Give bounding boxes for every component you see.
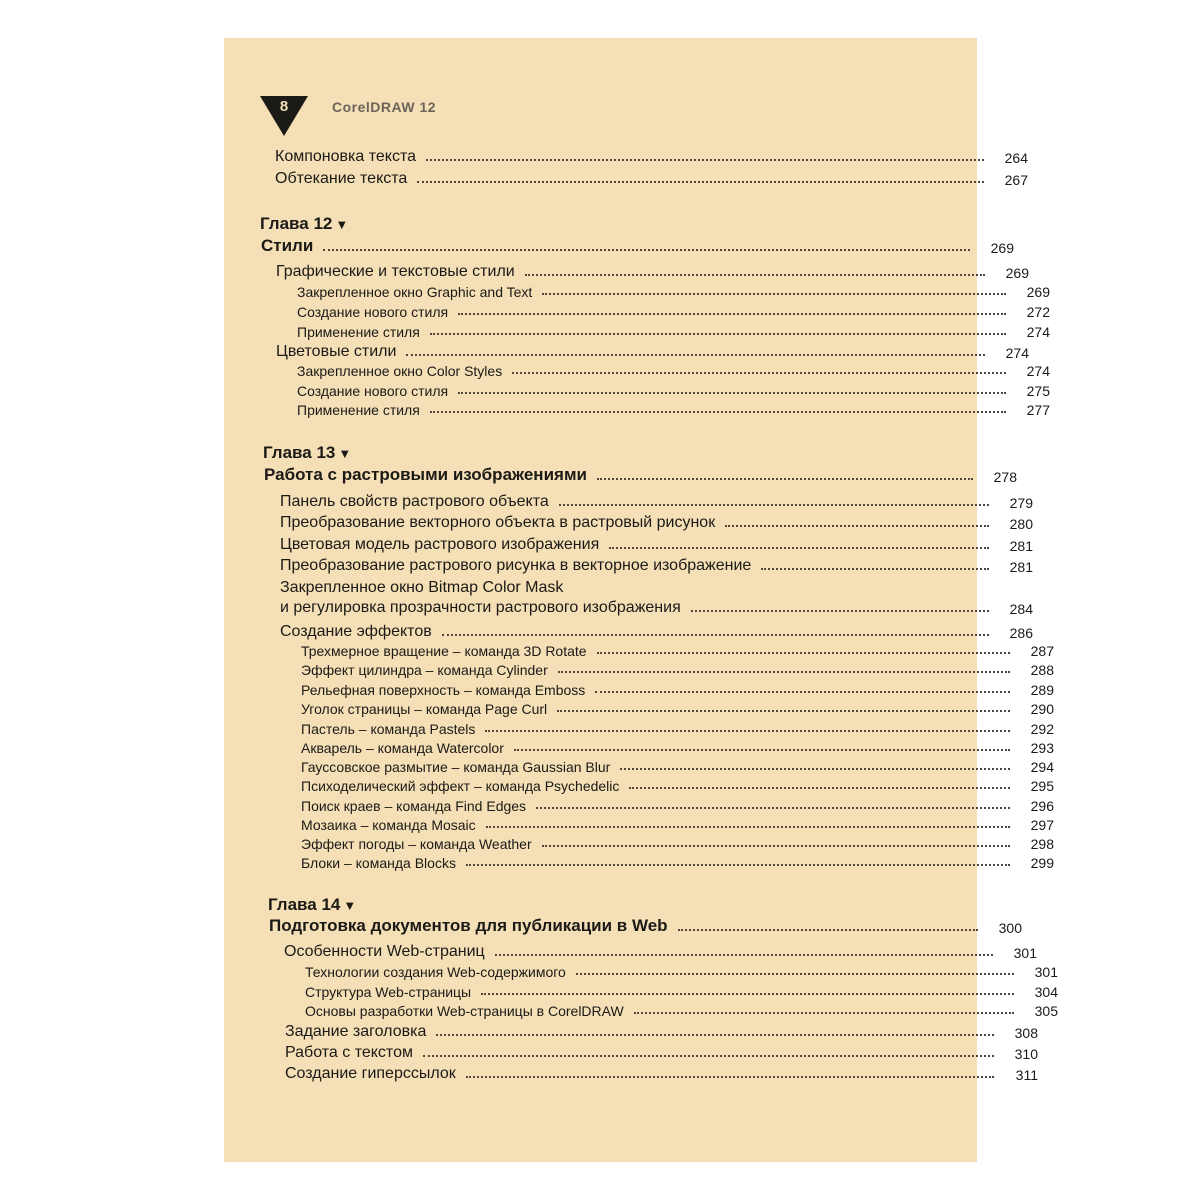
toc-entry[interactable]: Работа с текстом 310 <box>285 1044 1038 1062</box>
toc-chapter-title[interactable]: Стили 269 <box>261 236 1014 256</box>
chapter-arrow-icon: ▼ <box>335 217 349 232</box>
toc-subentry[interactable]: Акварель – команда Watercolor 293 <box>301 740 1054 756</box>
page-number: 8 <box>279 98 289 115</box>
toc-subentry[interactable]: Применение стиля 277 <box>297 402 1050 418</box>
toc-entry[interactable]: Особенности Web-страниц 301 <box>284 943 1037 961</box>
book-page <box>224 38 1058 1162</box>
toc-entry[interactable]: Закрепленное окно Bitmap Color Mask <box>280 579 564 596</box>
chapter-heading: Глава 12 ▼ <box>260 214 349 233</box>
toc-subentry[interactable]: Поиск краев – команда Find Edges 296 <box>301 798 1054 814</box>
toc-subentry[interactable]: Структура Web-страницы 304 <box>305 984 1058 1000</box>
toc-subentry[interactable]: Психоделический эффект – команда Psychedelic 295 <box>301 778 1054 794</box>
toc-subentry[interactable]: Рельефная поверхность – команда Emboss 289 <box>301 682 1054 698</box>
toc-subentry[interactable]: Уголок страницы – команда Page Curl 290 <box>301 701 1054 717</box>
toc-chapter-title[interactable]: Подготовка документов для публикации в Web 300 <box>269 916 1022 936</box>
toc-subentry[interactable]: Мозаика – команда Mosaic 297 <box>301 817 1054 833</box>
toc-entry[interactable]: Панель свойств растрового объекта 279 <box>280 493 1033 511</box>
toc-entry[interactable]: Преобразование растрового рисунка в векторное изображение 281 <box>280 557 1033 575</box>
toc-entry[interactable]: Цветовые стили 274 <box>276 343 1029 361</box>
toc-entry[interactable]: Создание эффектов 286 <box>280 623 1033 641</box>
toc-chapter-title[interactable]: Работа с растровыми изображениями 278 <box>264 465 1017 485</box>
toc-subentry[interactable]: Технологии создания Web-содержимого 301 <box>305 964 1058 980</box>
toc-entry[interactable]: Преобразование векторного объекта в растровый рисунок 280 <box>280 514 1033 532</box>
table-of-contents <box>224 38 1058 1162</box>
toc-entry[interactable]: Создание гиперссылок 311 <box>285 1065 1038 1083</box>
toc-entry[interactable]: Компоновка текста 264 <box>275 148 1028 166</box>
toc-entry[interactable]: и регулировка прозрачности растрового изображения 284 <box>280 599 1033 617</box>
toc-subentry[interactable]: Эффект цилиндра – команда Cylinder 288 <box>301 662 1054 678</box>
chapter-heading: Глава 13 ▼ <box>263 443 352 462</box>
toc-entry[interactable]: Обтекание текста 267 <box>275 170 1028 188</box>
toc-subentry[interactable]: Трехмерное вращение – команда 3D Rotate 287 <box>301 643 1054 659</box>
toc-subentry[interactable]: Применение стиля 274 <box>297 324 1050 340</box>
toc-subentry[interactable]: Эффект погоды – команда Weather 298 <box>301 836 1054 852</box>
toc-subentry[interactable]: Закрепленное окно Graphic and Text 269 <box>297 284 1050 300</box>
toc-entry[interactable]: Цветовая модель растрового изображения 281 <box>280 536 1033 554</box>
toc-subentry[interactable]: Пастель – команда Pastels 292 <box>301 721 1054 737</box>
toc-subentry[interactable]: Гауссовское размытие – команда Gaussian Blur 294 <box>301 759 1054 775</box>
toc-subentry[interactable]: Создание нового стиля 275 <box>297 383 1050 399</box>
toc-subentry[interactable]: Закрепленное окно Color Styles 274 <box>297 363 1050 379</box>
chapter-arrow-icon: ▼ <box>338 446 352 461</box>
toc-entry[interactable]: Задание заголовка 308 <box>285 1023 1038 1041</box>
toc-subentry[interactable]: Основы разработки Web-страницы в CorelDRAW 305 <box>305 1003 1058 1019</box>
chapter-arrow-icon: ▼ <box>343 898 357 913</box>
toc-entry[interactable]: Графические и текстовые стили 269 <box>276 263 1029 281</box>
toc-subentry[interactable]: Создание нового стиля 272 <box>297 304 1050 320</box>
toc-subentry[interactable]: Блоки – команда Blocks 299 <box>301 855 1054 871</box>
running-title: CorelDRAW 12 <box>332 99 437 115</box>
chapter-heading: Глава 14 ▼ <box>268 895 357 914</box>
